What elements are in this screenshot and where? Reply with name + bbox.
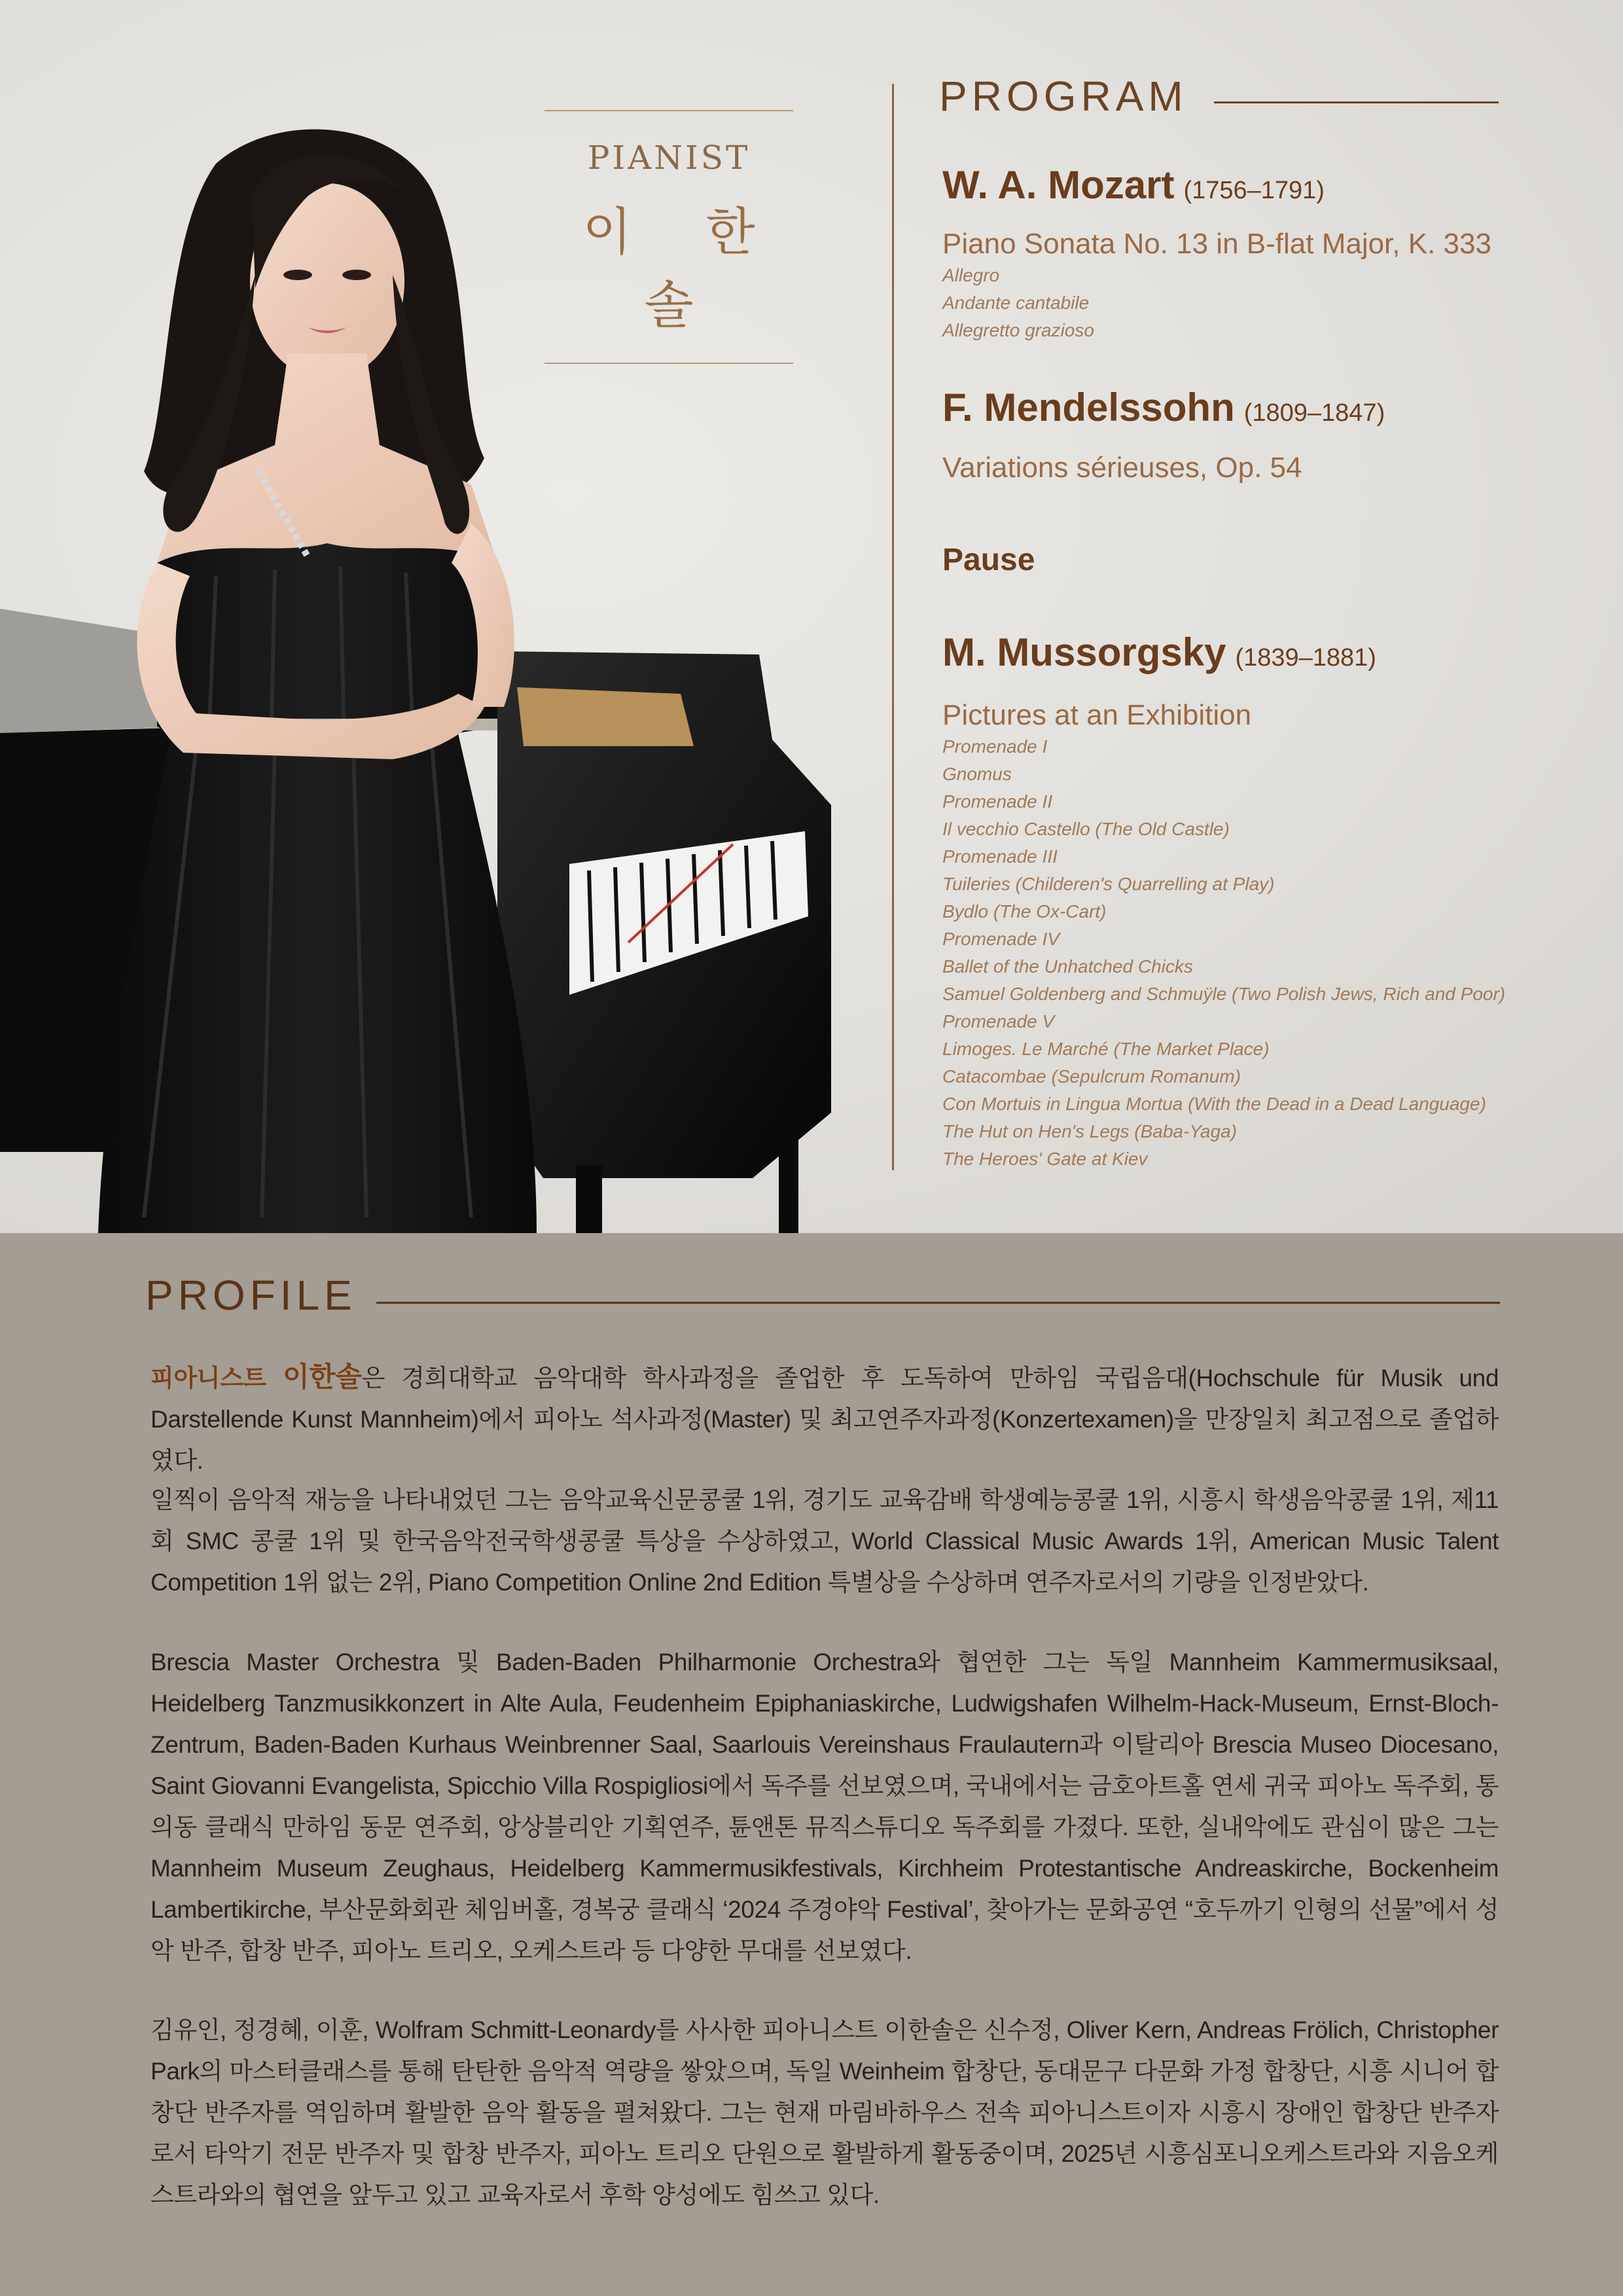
movement: Promenade IV (942, 929, 1060, 949)
composer-dates: (1839–1881) (1235, 644, 1376, 672)
pianist-rule-bottom (544, 363, 793, 364)
composer-dates: (1756–1791) (1183, 177, 1325, 204)
profile-paragraph-4: 김유인, 정경혜, 이훈, Wolfram Schmitt-Leonardy를 사사한 피아니스트 이한솔은 신수정, Oliver Kern, Andreas Frölich, Christopher Park의 마스터클래스를 통해 탄탄한 음악적 역량을 쌓았으며, 독일 Weinheim 합창단, 동대문구 다문화 가정 합창단, 시흥 시니어 합창단 반주자를 역임하며 활발한 음악 활동을 펼쳐왔다. 그는 현재 마림바하우스 전속 피아니스트이자 시흥시 장애인 합창단 반주자로서 타악기 전문 반주자 및 합창 반주자, 피아노 트리오 단원으로 활발하게 활동중이며, 2025년 시흥심포니오케스트라와 지음오케스트라와의 협연을 앞두고 있고 교육자로서 후학 양성에도 힘쓰고 있다. (151, 2017, 1499, 2208)
pictures-movements (942, 733, 1505, 1173)
pianist-label: PIANIST (587, 139, 751, 177)
movement: The Heroes' Gate at Kiev (942, 1149, 1148, 1169)
profile-paragraph-3: Brescia Master Orchestra 및 Baden-Baden Philharmonie Orchestra와 협연한 그는 독일 Mannheim Kammermusiksaal, Heidelberg Tanzmusikkonzert in Alte Aula, Feudenheim Epiphaniaskirche, Ludwigshafen Wilhelm-Hack-Museum, Ernst-Bloch-Zentrum, Baden-Baden Kurhaus Weinbrenner Saal, Saarlouis Vereinshaus Fraulautern과 이탈리아 Brescia Museo Diocesano, Saint Giovanni Evangelista, Spicchio Villa Rospigliosi에서 독주를 선보였으며, 국내에서는 금호아트홀 연세 귀국 피아노 독주회, 통의동 클래식 만하임 동문 연주회, 앙상블리안 기획연주, 튠앤톤 뮤직스튜디오 독주회를 가졌다. 또한, 실내악에도 관심이 많은 그는 Mannheim Museum Zeughaus, Heidelberg Kammermusikfestivals, Kirchheim Protestantische Andreaskirche, Bockenheim Lambertikirche, 부산문화회관 체임버홀, 경복궁 클래식 ‘2024 주경야악 Festival’, 찾아가는 문화공연 “호두까기 인형의 선물”에서 성악 반주, 합창 반주, 피아노 트리오, 오케스트라 등 다양한 무대를 선보였다. (151, 1649, 1499, 1964)
vertical-divider (892, 84, 894, 1170)
movement: Il vecchio Castello (The Old Castle) (942, 819, 1230, 839)
work-pictures: Pictures at an Exhibition (942, 699, 1252, 731)
pianist-rule-top (544, 110, 793, 111)
pianist-name: 이 한 솔 (582, 203, 784, 335)
mozart-movements (942, 262, 1094, 344)
composer-dates: (1809–1847) (1243, 399, 1385, 427)
pianist-title-block (544, 110, 793, 364)
movement: Samuel Goldenberg and Schmuÿle (Two Polish Jews, Rich and Poor) (942, 984, 1506, 1004)
movement: Catacombae (Sepulcrum Romanum) (942, 1066, 1241, 1086)
profile-header (145, 1271, 1500, 1319)
movement: Con Mortuis in Lingua Mortua (With the Dead in a Dead Language) (942, 1094, 1486, 1114)
profile-title-rule (376, 1302, 1500, 1304)
profile-paragraph-1-text: 은 경희대학교 음악대학 학사과정을 졸업한 후 도독하여 만하임 국립음대(Hochschule für Musik und Darstellende Kunst Mannheim)에서 피아노 석사과정(Master) 및 최고연주자과정(Konzertexamen)을 만장일치 최고점으로 졸업하였다. (151, 1365, 1499, 1474)
work-mozart-sonata: Piano Sonata No. 13 in B-flat Major, K. 333 (942, 228, 1491, 260)
movement: Tuileries (Childeren's Quarrelling at Play) (942, 874, 1275, 894)
program-title-rule (1214, 101, 1499, 103)
composer-mussorgsky (942, 630, 1376, 675)
profile-paragraph-1 (151, 1356, 1499, 1481)
profile-paragraph-2: 일찍이 음악적 재능을 나타내었던 그는 음악교육신문콩쿨 1위, 경기도 교육감배 학생예능콩쿨 1위, 시흥시 학생음악콩쿨 1위, 제11회 SMC 콩쿨 1위 및 한국음악전국학생콩쿨 특상을 수상하였고, World Classical Music Awards 1위, American Music Talent Competition 1위 없는 2위, Piano Competition Online 2nd Edition 특별상을 수상하며 연주자로서의 기량을 인정받았다. (151, 1486, 1499, 1596)
composer-mozart (942, 162, 1325, 207)
movement: Ballet of the Unhatched Chicks (942, 956, 1193, 977)
movement: Limoges. Le Marché (The Market Place) (942, 1039, 1270, 1059)
profile-name: 이한솔 (283, 1361, 362, 1392)
movement: Allegretto grazioso (942, 320, 1094, 340)
movement: Bydlo (The Ox-Cart) (942, 901, 1107, 922)
movement: Allegro (942, 265, 1000, 285)
program-header (939, 72, 1499, 120)
profile-title: PROFILE (145, 1272, 357, 1319)
movement: Gnomus (942, 764, 1012, 784)
profile-prefix: 피아니스트 (151, 1365, 283, 1391)
movement: Promenade V (942, 1011, 1055, 1031)
composer-name: F. Mendelssohn (942, 386, 1235, 429)
composer-mendelssohn (942, 385, 1385, 430)
program-title: PROGRAM (939, 73, 1188, 120)
movement: The Hut on Hen's Legs (Baba-Yaga) (942, 1121, 1237, 1141)
movement: Andante cantabile (942, 293, 1090, 313)
composer-name: W. A. Mozart (942, 163, 1175, 207)
movement: Promenade III (942, 846, 1058, 867)
movement: Promenade I (942, 736, 1048, 757)
pause-label: Pause (942, 543, 1035, 577)
movement: Promenade II (942, 791, 1053, 812)
composer-name: M. Mussorgsky (942, 630, 1226, 674)
work-mendelssohn: Variations sérieuses, Op. 54 (942, 452, 1302, 484)
